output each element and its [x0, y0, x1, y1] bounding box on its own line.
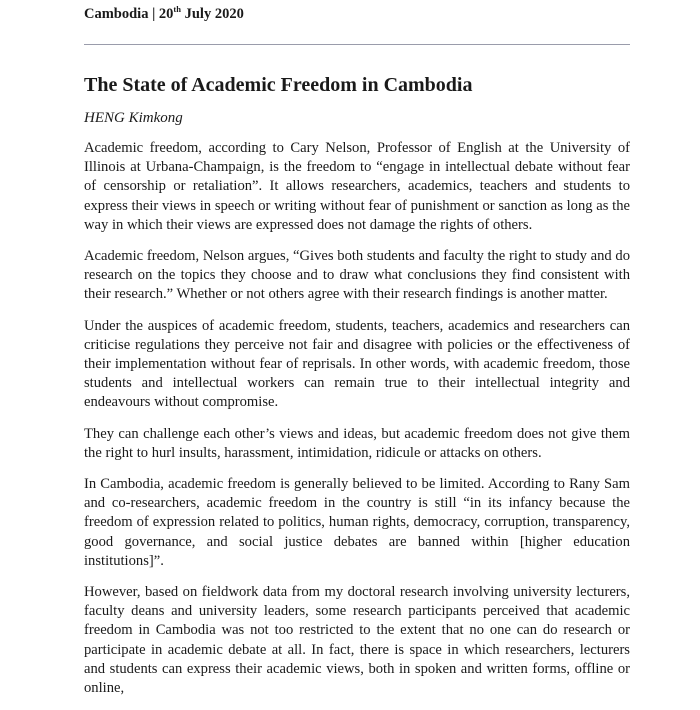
- header-dateline: [84, 6, 244, 23]
- header-day: 20: [158, 6, 174, 22]
- article-body: [84, 139, 630, 710]
- paragraph: In Cambodia, academic freedom is generally believed to be limited. According to Rany Sam and co-researchers, academic freedom in the country is still “in its infancy because the freedom of expression related to politics, human rights, democracy, corruption, transparency, good governance, and social justice debates are banned within [higher education institutions]”.: [84, 476, 630, 569]
- header-location: Cambodia: [84, 6, 149, 22]
- header-day-suffix: th: [173, 4, 181, 14]
- paragraph: Academic freedom, Nelson argues, “Gives both students and faculty the right to study and do research on the topics they choose and to draw what conclusions they find consistent with their research.” Whether or not others agree with their research findings is another matter.: [84, 248, 630, 303]
- paragraph: They can challenge each other’s views and ideas, but academic freedom does not give them the right to hurl insults, harassment, intimidation, ridicule or attacks on others.: [84, 425, 630, 461]
- paragraph: However, based on fieldwork data from my doctoral research involving university lecturers, faculty deans and university leaders, some research participants perceived that academic freedom in Cambodia was not too restricted to the extent that no one can do research or participate in academic debate at all. In fact, there is space in which researchers, lecturers and students can express their academic views, both in spoken and written forms, offline or online,: [84, 584, 630, 697]
- paragraph: Academic freedom, according to Cary Nelson, Professor of English at the University of Illinois at Urbana-Champaign, is the freedom to “engage in intellectual debate without fear of censorship or retaliation”. It allows researchers, academics, teachers and students to express their views in speech or writing without fear of punishment or sanction as long as the way in which their views are expressed does not damage the rights of others.: [84, 140, 630, 233]
- article-title: The State of Academic Freedom in Cambodia: [84, 74, 473, 96]
- paragraph: Under the auspices of academic freedom, students, teachers, academics and researchers can criticise regulations they perceive not fair and disagree with policies or the effectiveness of their implementation without fear of reprisals. In other words, with academic freedom, those students and intellectual workers can remain true to their intellectual integrity and endeavours without compromise.: [84, 317, 630, 411]
- header-separator: |: [148, 6, 159, 22]
- header-divider: [84, 44, 630, 45]
- article-author: HENG Kimkong: [84, 110, 183, 126]
- header-month-year: July 2020: [180, 6, 244, 22]
